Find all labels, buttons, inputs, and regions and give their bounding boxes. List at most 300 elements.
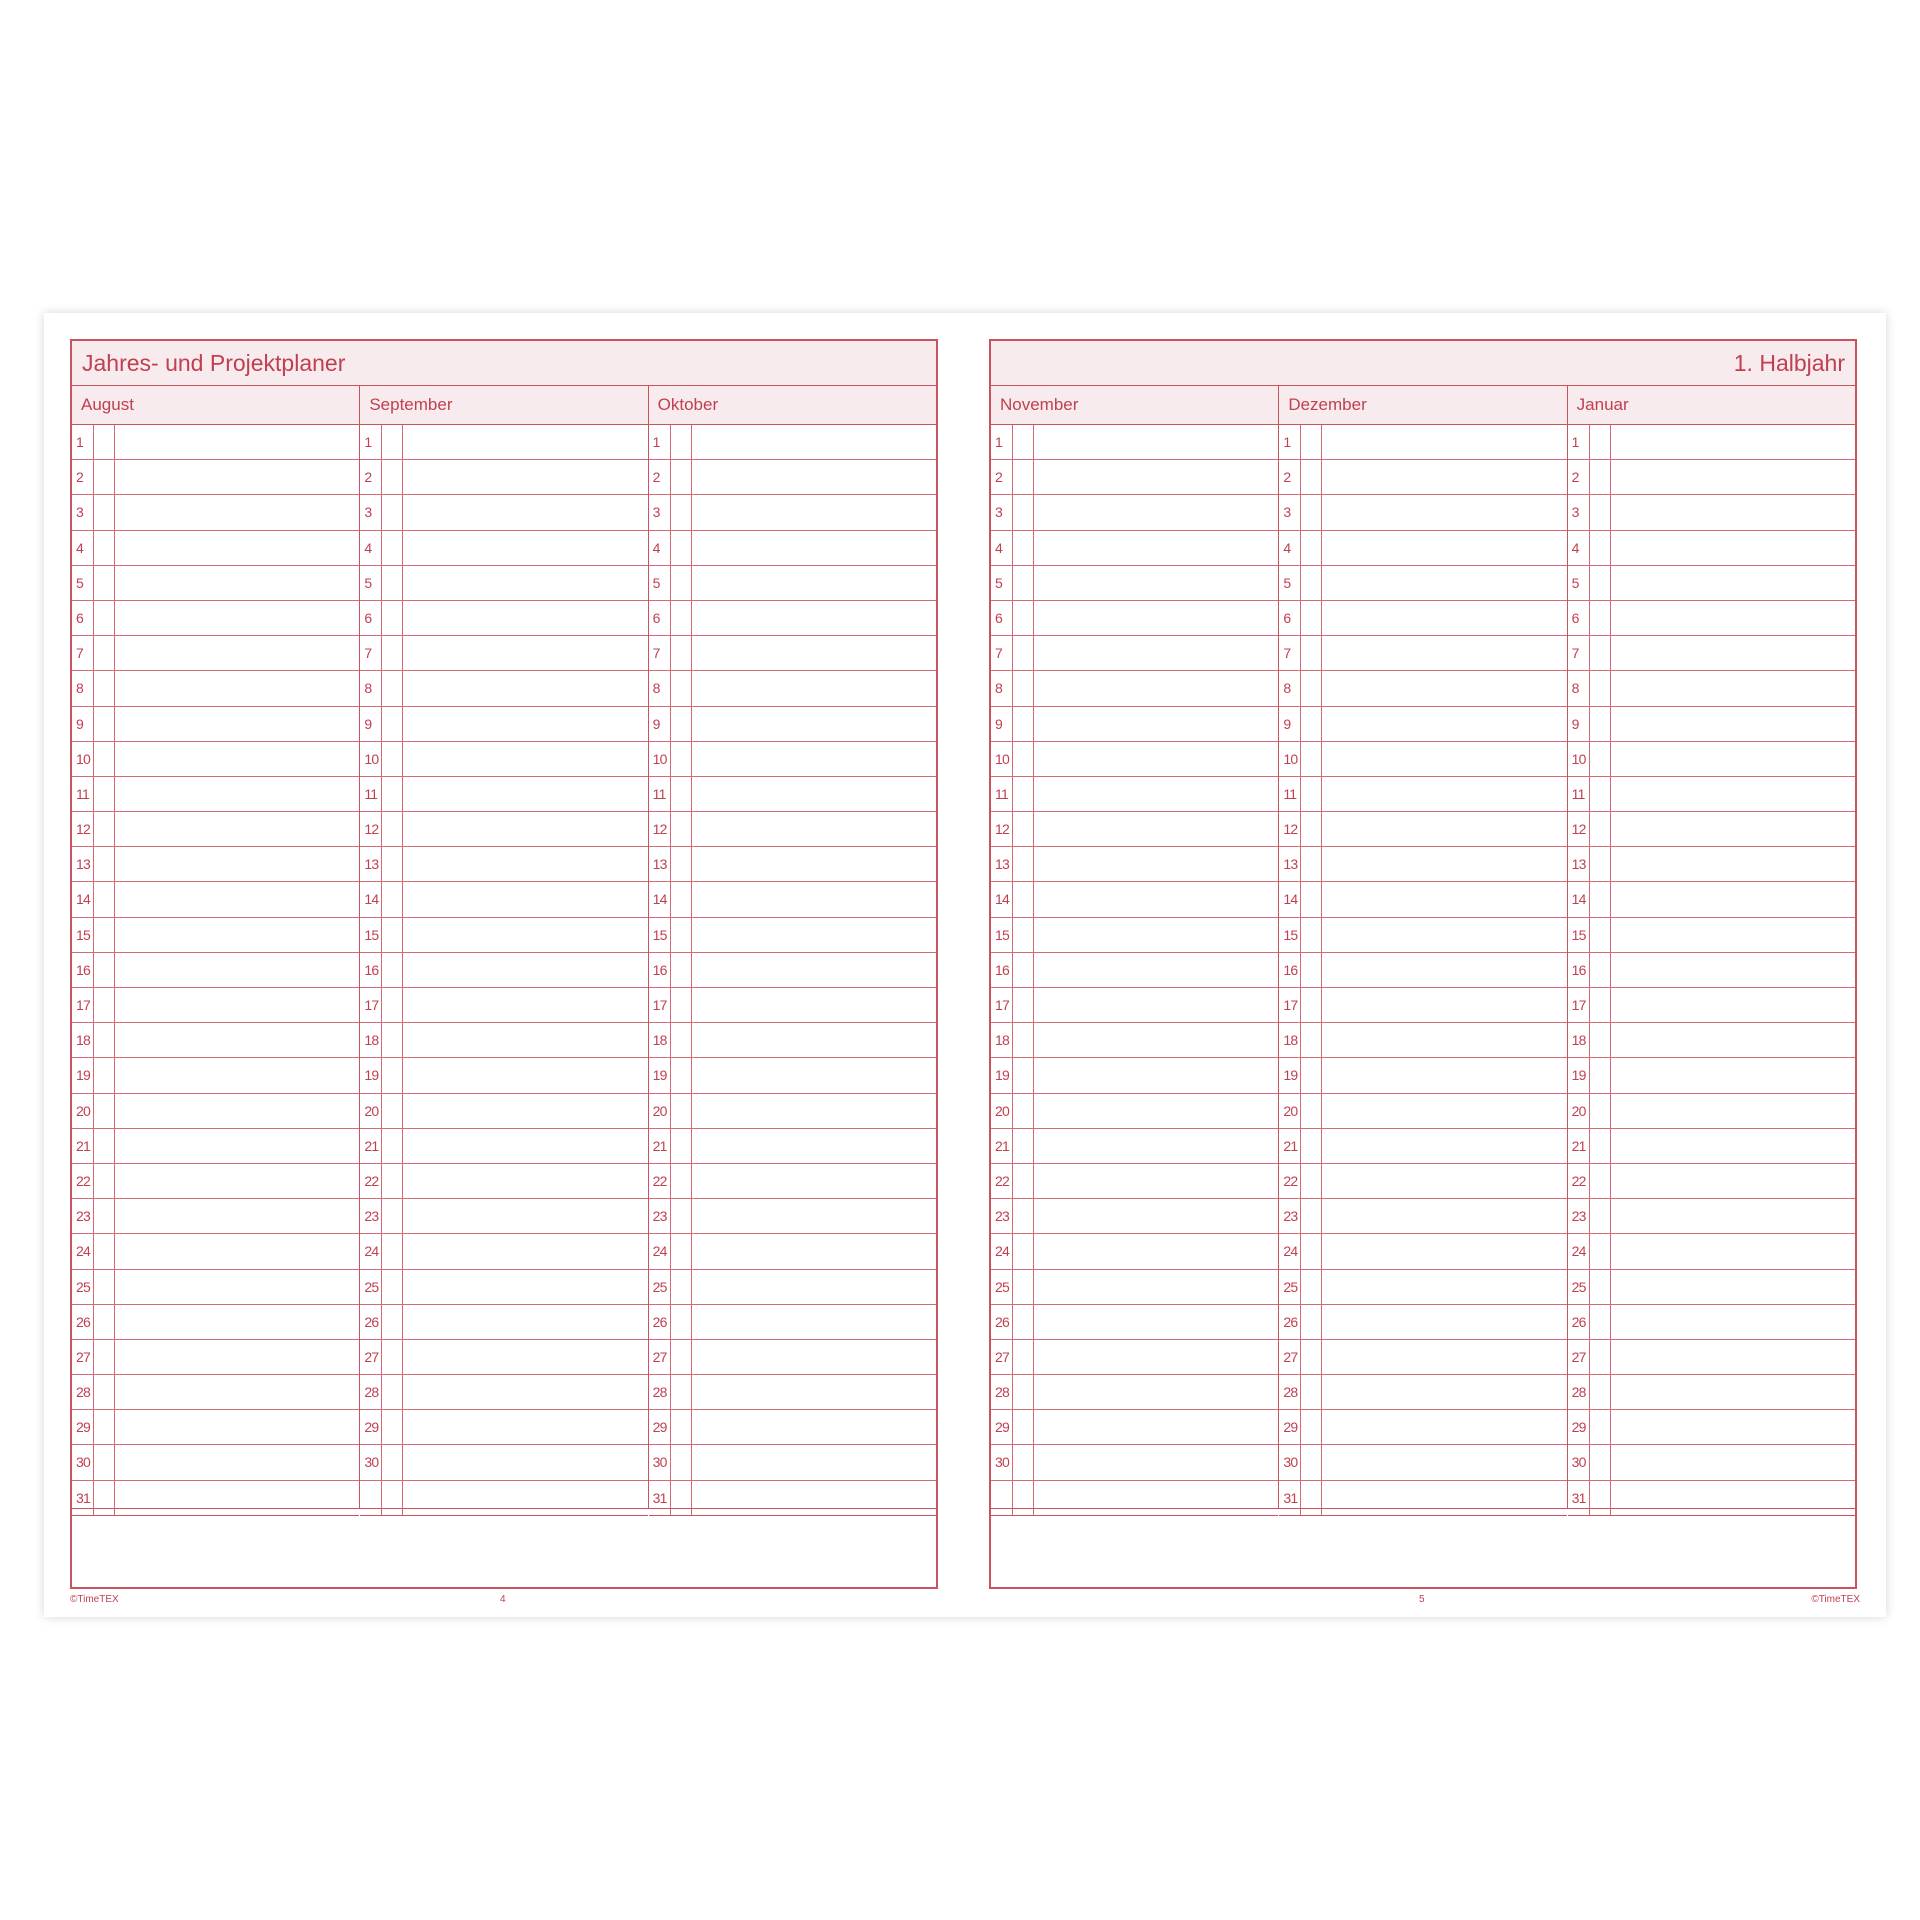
day-note-cell[interactable] — [1611, 1445, 1855, 1479]
day-mark-cell[interactable] — [1301, 918, 1322, 952]
day-note-cell[interactable] — [403, 1164, 647, 1198]
day-note-cell[interactable] — [1322, 1445, 1566, 1479]
day-mark-cell[interactable] — [382, 1234, 403, 1268]
day-note-cell[interactable] — [1611, 531, 1855, 565]
day-mark-cell[interactable] — [94, 1023, 115, 1057]
day-note-cell[interactable] — [692, 566, 936, 600]
day-mark-cell[interactable] — [671, 1375, 692, 1409]
day-mark-cell[interactable] — [671, 1058, 692, 1092]
day-mark-cell[interactable] — [671, 707, 692, 741]
day-note-cell[interactable] — [692, 636, 936, 670]
day-note-cell[interactable] — [115, 495, 359, 529]
day-mark-cell[interactable] — [1301, 1129, 1322, 1163]
day-mark-cell[interactable] — [382, 707, 403, 741]
day-note-cell[interactable] — [403, 1094, 647, 1128]
day-note-cell[interactable] — [403, 777, 647, 811]
day-mark-cell[interactable] — [94, 1340, 115, 1374]
day-note-cell[interactable] — [692, 1129, 936, 1163]
day-mark-cell[interactable] — [94, 425, 115, 459]
day-note-cell[interactable] — [1034, 425, 1278, 459]
day-note-cell[interactable] — [1611, 882, 1855, 916]
day-mark-cell[interactable] — [94, 1164, 115, 1198]
day-note-cell[interactable] — [1034, 460, 1278, 494]
day-mark-cell[interactable] — [1590, 953, 1611, 987]
day-mark-cell[interactable] — [1013, 1058, 1034, 1092]
day-mark-cell[interactable] — [1301, 566, 1322, 600]
day-mark-cell[interactable] — [1590, 531, 1611, 565]
day-mark-cell[interactable] — [1301, 812, 1322, 846]
day-mark-cell[interactable] — [382, 1375, 403, 1409]
day-note-cell[interactable] — [403, 707, 647, 741]
day-mark-cell[interactable] — [1301, 1375, 1322, 1409]
day-note-cell[interactable] — [1034, 953, 1278, 987]
day-mark-cell[interactable] — [1013, 1410, 1034, 1444]
day-note-cell[interactable] — [403, 601, 647, 635]
day-mark-cell[interactable] — [1590, 777, 1611, 811]
day-note-cell[interactable] — [1322, 1410, 1566, 1444]
day-note-cell[interactable] — [403, 1058, 647, 1092]
day-note-cell[interactable] — [115, 918, 359, 952]
day-mark-cell[interactable] — [94, 566, 115, 600]
day-mark-cell[interactable] — [382, 1340, 403, 1374]
day-note-cell[interactable] — [692, 1340, 936, 1374]
day-mark-cell[interactable] — [671, 601, 692, 635]
day-note-cell[interactable] — [115, 1129, 359, 1163]
day-note-cell[interactable] — [1322, 1340, 1566, 1374]
day-mark-cell[interactable] — [1590, 1340, 1611, 1374]
day-mark-cell[interactable] — [1301, 707, 1322, 741]
day-note-cell[interactable] — [115, 601, 359, 635]
day-mark-cell[interactable] — [1590, 425, 1611, 459]
day-mark-cell[interactable] — [1590, 460, 1611, 494]
day-mark-cell[interactable] — [671, 636, 692, 670]
day-mark-cell[interactable] — [671, 1270, 692, 1304]
day-note-cell[interactable] — [403, 882, 647, 916]
day-note-cell[interactable] — [692, 531, 936, 565]
day-mark-cell[interactable] — [671, 953, 692, 987]
day-mark-cell[interactable] — [1013, 601, 1034, 635]
day-mark-cell[interactable] — [1301, 1410, 1322, 1444]
day-note-cell[interactable] — [115, 1375, 359, 1409]
day-mark-cell[interactable] — [1590, 1094, 1611, 1128]
day-mark-cell[interactable] — [382, 1023, 403, 1057]
day-note-cell[interactable] — [1034, 1375, 1278, 1409]
day-note-cell[interactable] — [1322, 847, 1566, 881]
day-note-cell[interactable] — [1611, 1094, 1855, 1128]
day-note-cell[interactable] — [1611, 636, 1855, 670]
day-note-cell[interactable] — [115, 812, 359, 846]
day-mark-cell[interactable] — [94, 671, 115, 705]
day-note-cell[interactable] — [1611, 847, 1855, 881]
day-mark-cell[interactable] — [382, 1199, 403, 1233]
day-note-cell[interactable] — [115, 1023, 359, 1057]
day-mark-cell[interactable] — [382, 953, 403, 987]
day-note-cell[interactable] — [115, 531, 359, 565]
day-note-cell[interactable] — [115, 777, 359, 811]
day-note-cell[interactable] — [692, 812, 936, 846]
day-note-cell[interactable] — [403, 1305, 647, 1339]
day-mark-cell[interactable] — [1013, 531, 1034, 565]
day-mark-cell[interactable] — [382, 742, 403, 776]
day-note-cell[interactable] — [403, 636, 647, 670]
day-mark-cell[interactable] — [1301, 847, 1322, 881]
day-note-cell[interactable] — [692, 1164, 936, 1198]
day-note-cell[interactable] — [403, 1270, 647, 1304]
day-mark-cell[interactable] — [1013, 1445, 1034, 1479]
day-note-cell[interactable] — [115, 1094, 359, 1128]
day-note-cell[interactable] — [692, 918, 936, 952]
day-mark-cell[interactable] — [1301, 1445, 1322, 1479]
day-note-cell[interactable] — [1034, 495, 1278, 529]
day-mark-cell[interactable] — [1301, 1340, 1322, 1374]
day-mark-cell[interactable] — [1590, 707, 1611, 741]
day-mark-cell[interactable] — [382, 566, 403, 600]
day-mark-cell[interactable] — [1590, 1270, 1611, 1304]
day-note-cell[interactable] — [1322, 707, 1566, 741]
day-mark-cell[interactable] — [1301, 671, 1322, 705]
day-mark-cell[interactable] — [382, 812, 403, 846]
day-mark-cell[interactable] — [94, 1270, 115, 1304]
day-note-cell[interactable] — [115, 636, 359, 670]
day-note-cell[interactable] — [403, 812, 647, 846]
day-note-cell[interactable] — [1034, 1164, 1278, 1198]
day-note-cell[interactable] — [403, 988, 647, 1022]
day-note-cell[interactable] — [1322, 1305, 1566, 1339]
day-mark-cell[interactable] — [671, 1410, 692, 1444]
day-mark-cell[interactable] — [382, 636, 403, 670]
day-mark-cell[interactable] — [382, 1270, 403, 1304]
day-note-cell[interactable] — [1322, 777, 1566, 811]
day-note-cell[interactable] — [692, 601, 936, 635]
day-note-cell[interactable] — [1034, 812, 1278, 846]
day-note-cell[interactable] — [1322, 1199, 1566, 1233]
day-mark-cell[interactable] — [382, 495, 403, 529]
day-note-cell[interactable] — [403, 1199, 647, 1233]
day-mark-cell[interactable] — [94, 1410, 115, 1444]
day-mark-cell[interactable] — [94, 1199, 115, 1233]
day-note-cell[interactable] — [692, 425, 936, 459]
day-mark-cell[interactable] — [1013, 1375, 1034, 1409]
day-note-cell[interactable] — [692, 671, 936, 705]
day-note-cell[interactable] — [1034, 566, 1278, 600]
day-mark-cell[interactable] — [1301, 988, 1322, 1022]
day-note-cell[interactable] — [403, 425, 647, 459]
day-mark-cell[interactable] — [1590, 495, 1611, 529]
day-mark-cell[interactable] — [1013, 812, 1034, 846]
day-note-cell[interactable] — [115, 1164, 359, 1198]
day-note-cell[interactable] — [1034, 918, 1278, 952]
day-note-cell[interactable] — [403, 1410, 647, 1444]
day-note-cell[interactable] — [115, 1410, 359, 1444]
day-mark-cell[interactable] — [1301, 531, 1322, 565]
day-mark-cell[interactable] — [94, 1058, 115, 1092]
day-note-cell[interactable] — [1611, 812, 1855, 846]
day-mark-cell[interactable] — [671, 531, 692, 565]
day-mark-cell[interactable] — [671, 1305, 692, 1339]
day-mark-cell[interactable] — [94, 636, 115, 670]
day-note-cell[interactable] — [1611, 988, 1855, 1022]
day-mark-cell[interactable] — [1590, 882, 1611, 916]
day-mark-cell[interactable] — [382, 1058, 403, 1092]
day-mark-cell[interactable] — [94, 988, 115, 1022]
day-note-cell[interactable] — [1611, 1305, 1855, 1339]
day-note-cell[interactable] — [1034, 1129, 1278, 1163]
day-mark-cell[interactable] — [1013, 425, 1034, 459]
day-note-cell[interactable] — [403, 847, 647, 881]
day-mark-cell[interactable] — [1301, 882, 1322, 916]
day-mark-cell[interactable] — [1590, 601, 1611, 635]
day-mark-cell[interactable] — [1013, 742, 1034, 776]
day-mark-cell[interactable] — [94, 495, 115, 529]
day-note-cell[interactable] — [1034, 777, 1278, 811]
day-mark-cell[interactable] — [671, 1199, 692, 1233]
day-mark-cell[interactable] — [94, 1445, 115, 1479]
day-note-cell[interactable] — [1611, 1340, 1855, 1374]
day-note-cell[interactable] — [692, 495, 936, 529]
notes-area[interactable] — [991, 1508, 1855, 1587]
day-note-cell[interactable] — [1611, 1199, 1855, 1233]
day-mark-cell[interactable] — [94, 882, 115, 916]
day-note-cell[interactable] — [1611, 425, 1855, 459]
day-mark-cell[interactable] — [94, 847, 115, 881]
day-note-cell[interactable] — [115, 707, 359, 741]
day-mark-cell[interactable] — [1301, 1234, 1322, 1268]
day-note-cell[interactable] — [692, 777, 936, 811]
day-note-cell[interactable] — [692, 1410, 936, 1444]
day-mark-cell[interactable] — [671, 742, 692, 776]
day-mark-cell[interactable] — [1301, 1164, 1322, 1198]
day-note-cell[interactable] — [1034, 1234, 1278, 1268]
day-note-cell[interactable] — [403, 953, 647, 987]
day-note-cell[interactable] — [1034, 1305, 1278, 1339]
day-mark-cell[interactable] — [1590, 1199, 1611, 1233]
day-mark-cell[interactable] — [671, 1023, 692, 1057]
day-mark-cell[interactable] — [1013, 1305, 1034, 1339]
day-mark-cell[interactable] — [671, 847, 692, 881]
day-note-cell[interactable] — [1611, 1375, 1855, 1409]
day-note-cell[interactable] — [692, 847, 936, 881]
day-note-cell[interactable] — [1034, 847, 1278, 881]
day-note-cell[interactable] — [1322, 988, 1566, 1022]
day-mark-cell[interactable] — [94, 1234, 115, 1268]
day-note-cell[interactable] — [115, 566, 359, 600]
day-note-cell[interactable] — [403, 742, 647, 776]
day-mark-cell[interactable] — [382, 531, 403, 565]
day-mark-cell[interactable] — [671, 425, 692, 459]
day-mark-cell[interactable] — [671, 1340, 692, 1374]
day-note-cell[interactable] — [403, 495, 647, 529]
day-mark-cell[interactable] — [94, 918, 115, 952]
day-mark-cell[interactable] — [671, 988, 692, 1022]
day-note-cell[interactable] — [1322, 1270, 1566, 1304]
day-note-cell[interactable] — [1034, 988, 1278, 1022]
day-note-cell[interactable] — [1322, 882, 1566, 916]
day-note-cell[interactable] — [115, 1199, 359, 1233]
day-mark-cell[interactable] — [1590, 1234, 1611, 1268]
day-note-cell[interactable] — [692, 1305, 936, 1339]
day-mark-cell[interactable] — [1013, 918, 1034, 952]
day-note-cell[interactable] — [1611, 1164, 1855, 1198]
day-note-cell[interactable] — [1322, 1375, 1566, 1409]
day-note-cell[interactable] — [692, 882, 936, 916]
day-note-cell[interactable] — [692, 1023, 936, 1057]
day-mark-cell[interactable] — [94, 742, 115, 776]
day-note-cell[interactable] — [403, 531, 647, 565]
day-mark-cell[interactable] — [382, 1305, 403, 1339]
day-note-cell[interactable] — [403, 1023, 647, 1057]
day-note-cell[interactable] — [1034, 1270, 1278, 1304]
day-note-cell[interactable] — [692, 460, 936, 494]
day-mark-cell[interactable] — [1590, 812, 1611, 846]
day-mark-cell[interactable] — [1301, 1199, 1322, 1233]
day-note-cell[interactable] — [1322, 425, 1566, 459]
day-note-cell[interactable] — [1034, 742, 1278, 776]
day-mark-cell[interactable] — [1013, 953, 1034, 987]
day-mark-cell[interactable] — [1013, 847, 1034, 881]
day-mark-cell[interactable] — [1590, 566, 1611, 600]
day-note-cell[interactable] — [1611, 953, 1855, 987]
day-note-cell[interactable] — [115, 742, 359, 776]
day-note-cell[interactable] — [115, 1270, 359, 1304]
day-mark-cell[interactable] — [671, 460, 692, 494]
day-note-cell[interactable] — [1322, 495, 1566, 529]
day-note-cell[interactable] — [403, 460, 647, 494]
day-note-cell[interactable] — [1611, 742, 1855, 776]
day-mark-cell[interactable] — [1301, 1023, 1322, 1057]
day-note-cell[interactable] — [1034, 671, 1278, 705]
day-note-cell[interactable] — [115, 953, 359, 987]
day-mark-cell[interactable] — [382, 1445, 403, 1479]
day-note-cell[interactable] — [403, 918, 647, 952]
day-note-cell[interactable] — [1034, 1340, 1278, 1374]
day-mark-cell[interactable] — [382, 918, 403, 952]
day-mark-cell[interactable] — [382, 882, 403, 916]
day-mark-cell[interactable] — [1301, 1058, 1322, 1092]
day-mark-cell[interactable] — [382, 425, 403, 459]
day-note-cell[interactable] — [1611, 1129, 1855, 1163]
day-mark-cell[interactable] — [1590, 1410, 1611, 1444]
day-note-cell[interactable] — [1322, 1129, 1566, 1163]
day-mark-cell[interactable] — [382, 847, 403, 881]
day-note-cell[interactable] — [1034, 1023, 1278, 1057]
day-note-cell[interactable] — [1322, 566, 1566, 600]
day-mark-cell[interactable] — [671, 566, 692, 600]
day-mark-cell[interactable] — [671, 812, 692, 846]
day-mark-cell[interactable] — [94, 1375, 115, 1409]
day-mark-cell[interactable] — [1013, 1164, 1034, 1198]
day-note-cell[interactable] — [1611, 1410, 1855, 1444]
day-mark-cell[interactable] — [1013, 671, 1034, 705]
day-note-cell[interactable] — [1322, 918, 1566, 952]
day-note-cell[interactable] — [1322, 531, 1566, 565]
day-note-cell[interactable] — [1611, 566, 1855, 600]
day-note-cell[interactable] — [1034, 1445, 1278, 1479]
day-note-cell[interactable] — [1034, 882, 1278, 916]
day-note-cell[interactable] — [1322, 742, 1566, 776]
day-mark-cell[interactable] — [1301, 953, 1322, 987]
day-mark-cell[interactable] — [1590, 1445, 1611, 1479]
day-mark-cell[interactable] — [1301, 1305, 1322, 1339]
day-note-cell[interactable] — [692, 1199, 936, 1233]
day-mark-cell[interactable] — [94, 460, 115, 494]
day-mark-cell[interactable] — [1013, 1234, 1034, 1268]
day-note-cell[interactable] — [1034, 1058, 1278, 1092]
day-note-cell[interactable] — [692, 953, 936, 987]
day-mark-cell[interactable] — [1590, 847, 1611, 881]
day-note-cell[interactable] — [403, 1445, 647, 1479]
day-note-cell[interactable] — [115, 671, 359, 705]
day-mark-cell[interactable] — [382, 671, 403, 705]
day-mark-cell[interactable] — [1013, 636, 1034, 670]
day-mark-cell[interactable] — [1590, 636, 1611, 670]
day-note-cell[interactable] — [1034, 1094, 1278, 1128]
day-note-cell[interactable] — [1611, 1270, 1855, 1304]
day-mark-cell[interactable] — [94, 601, 115, 635]
day-mark-cell[interactable] — [671, 1164, 692, 1198]
day-mark-cell[interactable] — [382, 1410, 403, 1444]
day-note-cell[interactable] — [692, 1058, 936, 1092]
day-mark-cell[interactable] — [382, 460, 403, 494]
day-mark-cell[interactable] — [671, 671, 692, 705]
day-mark-cell[interactable] — [1013, 882, 1034, 916]
day-note-cell[interactable] — [115, 1234, 359, 1268]
day-mark-cell[interactable] — [382, 777, 403, 811]
day-note-cell[interactable] — [403, 1129, 647, 1163]
day-note-cell[interactable] — [115, 1445, 359, 1479]
day-mark-cell[interactable] — [1590, 1023, 1611, 1057]
day-note-cell[interactable] — [1322, 1164, 1566, 1198]
day-mark-cell[interactable] — [1013, 1023, 1034, 1057]
day-note-cell[interactable] — [1611, 918, 1855, 952]
day-mark-cell[interactable] — [1301, 742, 1322, 776]
day-note-cell[interactable] — [1034, 531, 1278, 565]
day-note-cell[interactable] — [1611, 460, 1855, 494]
day-note-cell[interactable] — [1322, 1058, 1566, 1092]
day-note-cell[interactable] — [1034, 1410, 1278, 1444]
day-mark-cell[interactable] — [1013, 707, 1034, 741]
day-note-cell[interactable] — [403, 1234, 647, 1268]
day-mark-cell[interactable] — [382, 601, 403, 635]
day-mark-cell[interactable] — [671, 1094, 692, 1128]
day-note-cell[interactable] — [1611, 1058, 1855, 1092]
day-note-cell[interactable] — [1034, 707, 1278, 741]
day-mark-cell[interactable] — [1301, 601, 1322, 635]
day-mark-cell[interactable] — [1301, 495, 1322, 529]
day-note-cell[interactable] — [115, 1305, 359, 1339]
day-note-cell[interactable] — [115, 425, 359, 459]
day-mark-cell[interactable] — [671, 777, 692, 811]
day-mark-cell[interactable] — [1301, 1094, 1322, 1128]
day-mark-cell[interactable] — [1013, 460, 1034, 494]
day-note-cell[interactable] — [1034, 1199, 1278, 1233]
day-mark-cell[interactable] — [1013, 1340, 1034, 1374]
day-mark-cell[interactable] — [1590, 1058, 1611, 1092]
day-mark-cell[interactable] — [94, 1305, 115, 1339]
day-note-cell[interactable] — [692, 1445, 936, 1479]
day-mark-cell[interactable] — [382, 1164, 403, 1198]
day-note-cell[interactable] — [1322, 636, 1566, 670]
day-note-cell[interactable] — [403, 1340, 647, 1374]
day-mark-cell[interactable] — [382, 1129, 403, 1163]
day-mark-cell[interactable] — [1301, 636, 1322, 670]
day-note-cell[interactable] — [403, 671, 647, 705]
day-note-cell[interactable] — [1322, 812, 1566, 846]
day-mark-cell[interactable] — [94, 1129, 115, 1163]
day-note-cell[interactable] — [1322, 671, 1566, 705]
day-note-cell[interactable] — [1611, 671, 1855, 705]
day-mark-cell[interactable] — [1013, 1094, 1034, 1128]
day-mark-cell[interactable] — [671, 918, 692, 952]
